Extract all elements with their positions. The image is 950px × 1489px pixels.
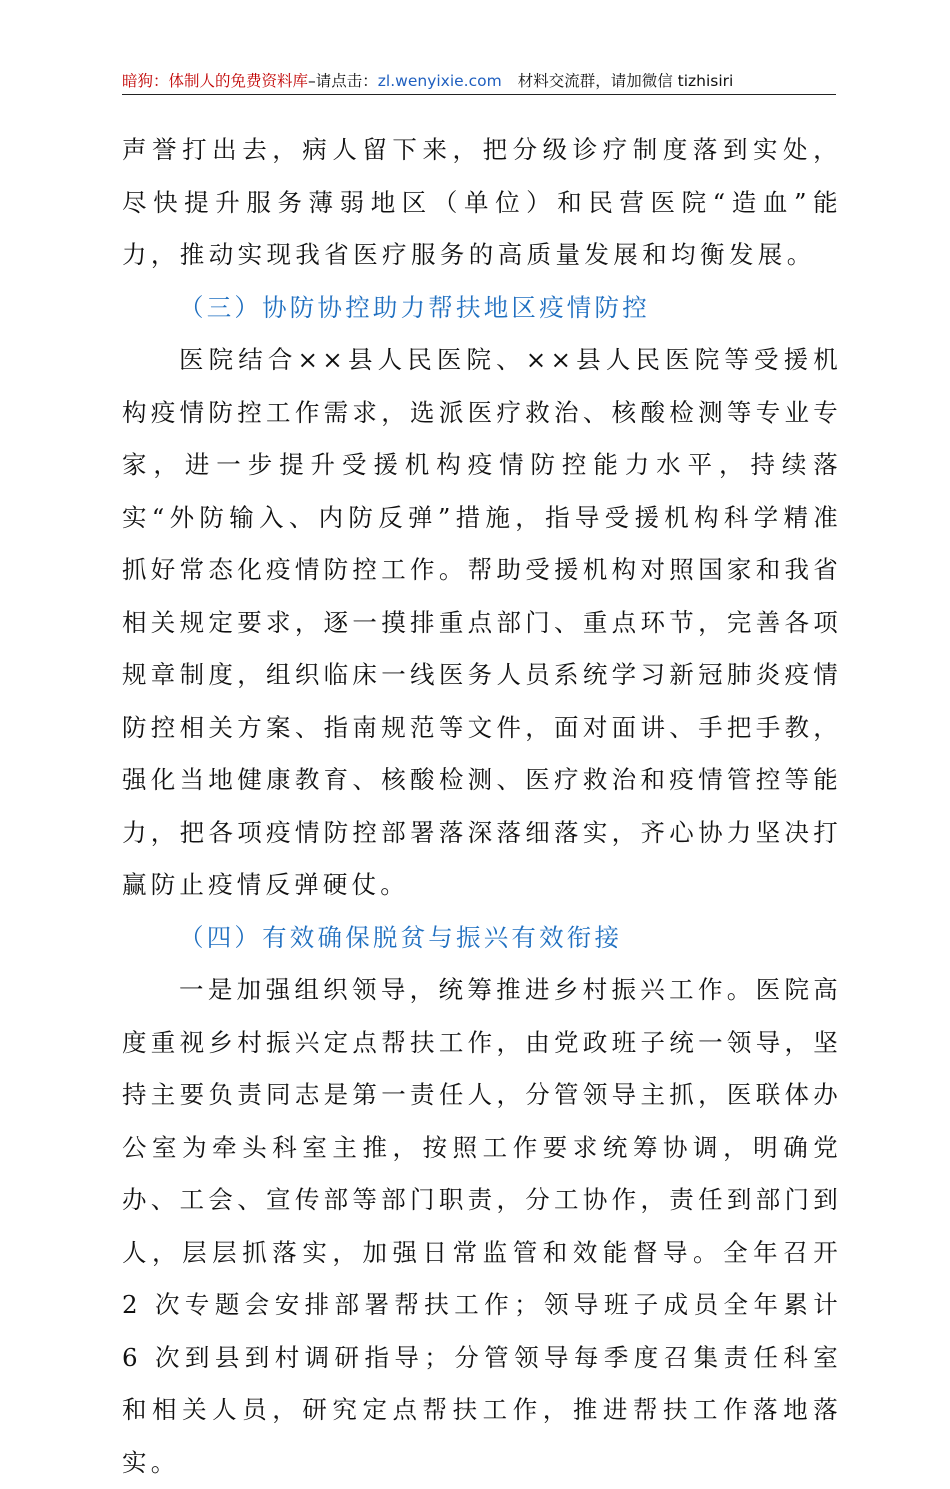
document-body (122, 124, 842, 1489)
section-heading-4: （四）有效确保脱贫与振兴有效衔接 (179, 922, 623, 952)
paragraph-epidemic-control: 医院结合××县人民医院、××县人民医院等受援机构疫情防控工作需求，选派医疗救治、核酸检测等专业专家，进一步提升受援机构疫情防控能力水平，持续落实“外防输入、内防反弹”措施，指导受援机构科学精准抓好常态化疫情防控工作。帮助受援机构对照国家和我省相关规定要求，逐一摸排重点部门、重点环节，完善各项规章制度，组织临床一线医务人员系统学习新冠肺炎疫情防控相关方案、指南规范等文件，面对面讲、手把手教，强化当地健康教育、核酸检测、医疗救治和疫情管控等能力，把各项疫情防控部署落深落细落实，齐心协力坚决打赢防止疫情反弹硬仗。 (122, 345, 842, 899)
header-wechat-note: 材料交流群，请加微信 tizhisiri (517, 72, 734, 90)
paragraph-continued: 声誉打出去，病人留下来，把分级诊疗制度落到实处，尽快提升服务薄弱地区（单位）和民营医院“造血”能力，推动实现我省医疗服务的高质量发展和均衡发展。 (122, 135, 842, 269)
paragraph-rural-revitalization: 一是加强组织领导，统筹推进乡村振兴工作。医院高度重视乡村振兴定点帮扶工作，由党政班子统一领导，坚持主要负责同志是第一责任人，分管领导主抓，医联体办公室为牵头科室主推，按照工作要求统筹协调，明确党办、工会、宣传部等部门职责，分工协作，责任到部门到人，层层抓落实，加强日常监管和效能督导。全年召开 2 次专题会安排部署帮扶工作；领导班子成员全年累计 6 次到县到村调研指导；分管领导每季度召集责任科室和相关人员，研究定点帮扶工作，推进帮扶工作落地落实。 (122, 975, 842, 1477)
header-link[interactable]: zl.wenyixie.com (377, 72, 502, 90)
header-site-name: 暗狗：体制人的免费资料库 (122, 72, 309, 90)
page-header (122, 70, 836, 95)
section-heading-3: （三）协防协控助力帮扶地区疫情防控 (179, 292, 650, 322)
header-click-prompt: –请点击： (308, 72, 378, 90)
